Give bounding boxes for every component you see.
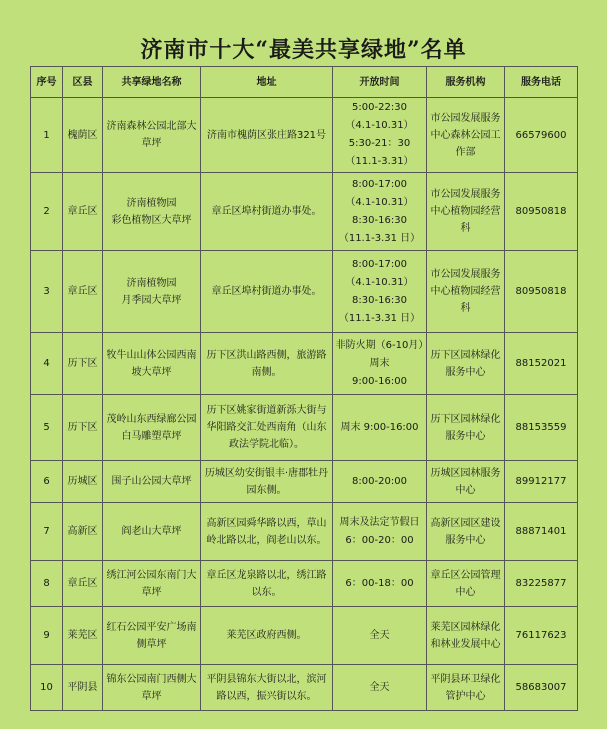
- cell-no: 10: [31, 665, 63, 711]
- table-row: [31, 665, 578, 711]
- cell-phone: 88152021: [505, 333, 578, 395]
- table-row: [31, 395, 578, 461]
- cell-org: 高新区园区建设服务中心: [427, 503, 505, 561]
- cell-org: 市公园发展服务中心植物园经营科: [427, 173, 505, 251]
- header-hours: 开放时间: [333, 67, 427, 98]
- cell-hours: 全天: [333, 665, 427, 711]
- cell-no: 7: [31, 503, 63, 561]
- cell-phone: 66579600: [505, 98, 578, 173]
- cell-org: 章丘区公园管理中心: [427, 561, 505, 607]
- cell-org: 历城区园林服务中心: [427, 461, 505, 503]
- cell-no: 5: [31, 395, 63, 461]
- cell-hours: 8:00-17:00 （4.1-10.31） 8:30-16:30 （11.1-3.31 日）: [333, 173, 427, 251]
- cell-name: 阎老山大草坪: [103, 503, 201, 561]
- cell-name: 牧牛山山体公园西南坡大草坪: [103, 333, 201, 395]
- table-row: [31, 333, 578, 395]
- cell-address: 章丘区龙泉路以北，绣江路以东。: [201, 561, 333, 607]
- table-header-row: [31, 67, 578, 98]
- cell-address: 平阴县锦东大街以北，滨河路以西，振兴街以东。: [201, 665, 333, 711]
- cell-district: 高新区: [63, 503, 103, 561]
- table-row: [31, 98, 578, 173]
- cell-name: 茂岭山东西绿廊公园白马雕塑草坪: [103, 395, 201, 461]
- table-row: [31, 561, 578, 607]
- cell-hours: 周末及法定节假日 6：00-20：00: [333, 503, 427, 561]
- cell-no: 8: [31, 561, 63, 607]
- table-body: [31, 98, 578, 711]
- cell-address: 莱芜区政府西侧。: [201, 607, 333, 665]
- cell-address: 历下区姚家街道新泺大街与华阳路交汇处西南角（山东政法学院北临）。: [201, 395, 333, 461]
- cell-no: 4: [31, 333, 63, 395]
- cell-name: 锦东公园南门西侧大草坪: [103, 665, 201, 711]
- cell-hours: 8:00-17:00 （4.1-10.31） 8:30-16:30 （11.1-3.31 日）: [333, 251, 427, 333]
- table-row: [31, 503, 578, 561]
- cell-district: 历下区: [63, 333, 103, 395]
- cell-phone: 89912177: [505, 461, 578, 503]
- cell-district: 槐荫区: [63, 98, 103, 173]
- cell-phone: 83225877: [505, 561, 578, 607]
- cell-hours: 6：00-18：00: [333, 561, 427, 607]
- table-row: [31, 251, 578, 333]
- cell-no: 3: [31, 251, 63, 333]
- cell-hours: 5:00-22:30 （4.1-10.31） 5:30-21：30 （11.1-3.31）: [333, 98, 427, 173]
- table-row: [31, 607, 578, 665]
- header-address: 地址: [201, 67, 333, 98]
- cell-address: 济南市槐荫区张庄路321号: [201, 98, 333, 173]
- cell-district: 平阴县: [63, 665, 103, 711]
- cell-district: 章丘区: [63, 251, 103, 333]
- cell-org: 市公园发展服务中心森林公园工作部: [427, 98, 505, 173]
- header-phone: 服务电话: [505, 67, 578, 98]
- header-org: 服务机构: [427, 67, 505, 98]
- cell-phone: 88153559: [505, 395, 578, 461]
- cell-phone: 58683007: [505, 665, 578, 711]
- cell-address: 章丘区埠村街道办事处。: [201, 251, 333, 333]
- cell-phone: 76117623: [505, 607, 578, 665]
- cell-org: 市公园发展服务中心植物园经营科: [427, 251, 505, 333]
- cell-org: 历下区园林绿化服务中心: [427, 333, 505, 395]
- cell-address: 历城区幼安街银丰·唐郡牡丹园东侧。: [201, 461, 333, 503]
- cell-name: 红石公园平安广场南侧草坪: [103, 607, 201, 665]
- cell-name: 绣江河公园东南门大草坪: [103, 561, 201, 607]
- table-row: [31, 173, 578, 251]
- cell-district: 章丘区: [63, 173, 103, 251]
- cell-no: 1: [31, 98, 63, 173]
- cell-phone: 80950818: [505, 173, 578, 251]
- cell-address: 高新区园舜华路以西，草山岭北路以北，阎老山以东。: [201, 503, 333, 561]
- cell-address: 历下区洪山路西侧，旅游路南侧。: [201, 333, 333, 395]
- cell-name: 济南植物园 彩色植物区大草坪: [103, 173, 201, 251]
- cell-hours: 8:00-20:00: [333, 461, 427, 503]
- cell-district: 历城区: [63, 461, 103, 503]
- cell-hours: 全天: [333, 607, 427, 665]
- green-space-table: [30, 66, 578, 711]
- cell-district: 章丘区: [63, 561, 103, 607]
- cell-district: 莱芜区: [63, 607, 103, 665]
- cell-district: 历下区: [63, 395, 103, 461]
- cell-address: 章丘区埠村街道办事处。: [201, 173, 333, 251]
- cell-name: 围子山公园大草坪: [103, 461, 201, 503]
- cell-no: 9: [31, 607, 63, 665]
- header-name: 共享绿地名称: [103, 67, 201, 98]
- cell-org: 历下区园林绿化服务中心: [427, 395, 505, 461]
- header-no: 序号: [31, 67, 63, 98]
- cell-org: 莱芜区园林绿化和林业发展中心: [427, 607, 505, 665]
- cell-phone: 80950818: [505, 251, 578, 333]
- cell-hours: 非防火期（6-10月）周末 9:00-16:00: [333, 333, 427, 395]
- cell-name: 济南植物园 月季园大草坪: [103, 251, 201, 333]
- header-district: 区县: [63, 67, 103, 98]
- cell-phone: 88871401: [505, 503, 578, 561]
- table-row: [31, 461, 578, 503]
- cell-org: 平阴县环卫绿化管护中心: [427, 665, 505, 711]
- cell-name: 济南森林公园北部大草坪: [103, 98, 201, 173]
- page-title: 济南市十大“最美共享绿地”名单: [140, 37, 467, 63]
- cell-no: 2: [31, 173, 63, 251]
- cell-no: 6: [31, 461, 63, 503]
- cell-hours: 周末 9:00-16:00: [333, 395, 427, 461]
